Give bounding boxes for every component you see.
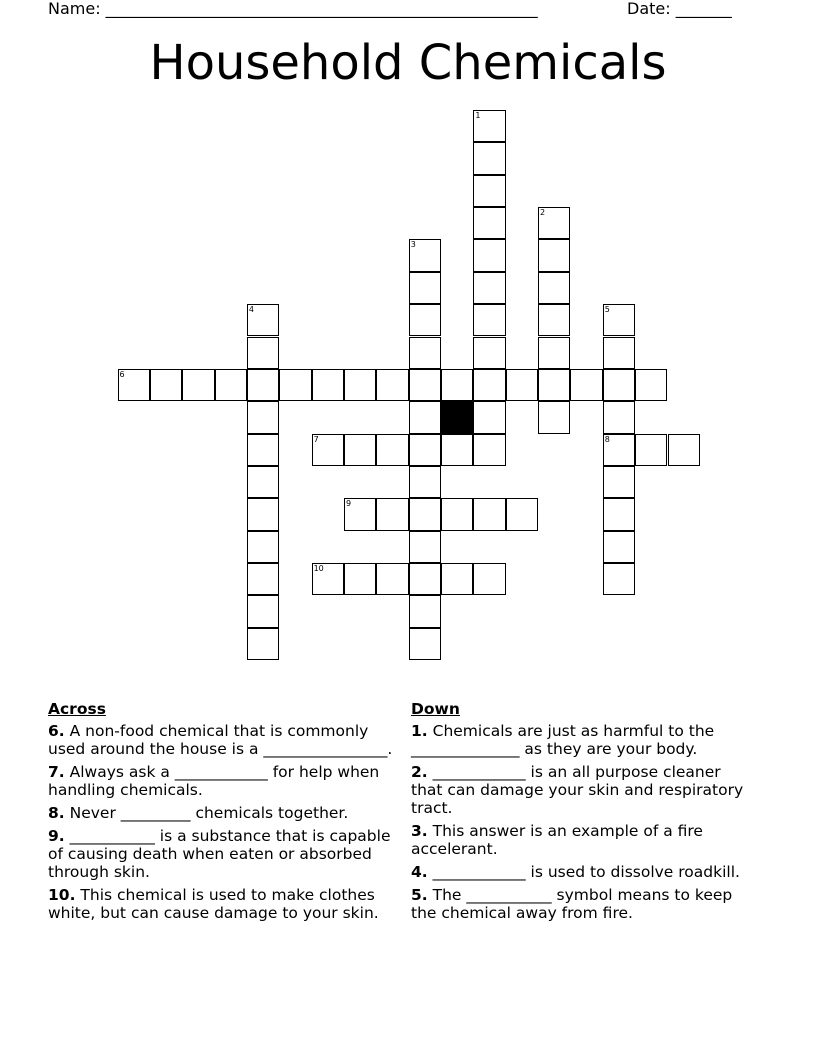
cell-number: 10 [313,563,324,573]
answer-cell[interactable] [668,434,700,466]
answer-cell[interactable] [441,563,473,595]
clue-number: 1. [411,722,428,740]
answer-cell[interactable] [473,175,505,207]
answer-cell[interactable] [635,434,667,466]
across-clue [48,722,400,758]
clue-text: ___________ is a substance that is capable of causing death when eaten or absorbed through skin. [48,827,391,881]
answer-cell[interactable] [473,563,505,595]
clue-number: 7. [48,763,65,781]
answer-cell[interactable] [603,498,635,530]
clue-text: Never _________ chemicals together. [69,804,349,822]
clue-text: The ___________ symbol means to keep the chemical away from fire. [411,886,733,922]
answer-cell[interactable] [376,563,408,595]
answer-cell[interactable] [603,563,635,595]
answer-cell[interactable] [409,369,441,401]
answer-cell[interactable] [409,239,441,271]
cell-number: 7 [313,434,319,444]
answer-cell[interactable] [473,110,505,142]
answer-cell[interactable] [376,369,408,401]
answer-cell[interactable] [473,401,505,433]
cell-number: 5 [604,305,610,315]
across-clue [48,763,400,799]
answer-cell[interactable] [344,369,376,401]
cell-number: 9 [346,499,352,509]
clue-number: 4. [411,863,428,881]
name-field-label: Name: ______________________________________________________ [48,0,538,18]
clue-text: ____________ is used to dissolve roadkill. [432,863,740,881]
clue-number: 2. [411,763,428,781]
answer-cell[interactable] [247,628,279,660]
down-clue [411,886,751,922]
answer-cell[interactable] [603,466,635,498]
answer-cell[interactable] [344,434,376,466]
answer-cell[interactable] [247,498,279,530]
answer-cell[interactable] [473,434,505,466]
across-heading: Across [48,700,106,718]
answer-cell[interactable] [409,563,441,595]
answer-cell[interactable] [473,272,505,304]
answer-cell[interactable] [247,434,279,466]
answer-cell[interactable] [118,369,150,401]
cell-number: 3 [410,240,416,250]
answer-cell[interactable] [473,239,505,271]
answer-cell[interactable] [538,337,570,369]
down-heading: Down [411,700,460,718]
answer-cell[interactable] [441,434,473,466]
answer-cell[interactable] [409,628,441,660]
answer-cell[interactable] [635,369,667,401]
answer-cell[interactable] [570,369,602,401]
answer-cell[interactable] [538,401,570,433]
answer-cell[interactable] [279,369,311,401]
answer-cell[interactable] [506,498,538,530]
answer-cell[interactable] [603,434,635,466]
answer-cell[interactable] [441,498,473,530]
answer-cell[interactable] [603,401,635,433]
down-clue [411,722,751,758]
answer-cell[interactable] [603,304,635,336]
answer-cell[interactable] [215,369,247,401]
clue-text: This answer is an example of a fire accelerant. [411,822,703,858]
clue-number: 9. [48,827,65,845]
answer-cell[interactable] [409,337,441,369]
answer-cell[interactable] [247,595,279,627]
cell-number: 8 [604,434,610,444]
answer-cell[interactable] [344,563,376,595]
black-cell [441,401,473,433]
answer-cell[interactable] [473,369,505,401]
answer-cell[interactable] [603,337,635,369]
answer-cell[interactable] [506,369,538,401]
answer-cell[interactable] [247,369,279,401]
answer-cell[interactable] [247,531,279,563]
answer-cell[interactable] [409,434,441,466]
across-clue [48,827,400,881]
answer-cell[interactable] [538,239,570,271]
across-clue [48,804,400,822]
clue-number: 6. [48,722,65,740]
answer-cell[interactable] [247,466,279,498]
down-clue [411,763,751,817]
answer-cell[interactable] [409,531,441,563]
answer-cell[interactable] [473,337,505,369]
answer-cell[interactable] [441,369,473,401]
answer-cell[interactable] [409,498,441,530]
clue-text: This chemical is used to make clothes white, but can cause damage to your skin. [48,886,379,922]
page-title: Household Chemicals [149,35,667,91]
answer-cell[interactable] [312,434,344,466]
cell-number: 1 [475,111,481,120]
answer-cell[interactable] [247,337,279,369]
answer-cell[interactable] [538,304,570,336]
across-clues [48,700,400,927]
answer-cell[interactable] [182,369,214,401]
across-clue [48,886,400,922]
down-clues [411,700,751,927]
answer-cell[interactable] [376,498,408,530]
down-clue [411,863,751,881]
cell-number: 2 [540,208,546,218]
answer-cell[interactable] [473,304,505,336]
answer-cell[interactable] [409,304,441,336]
answer-cell[interactable] [603,531,635,563]
clue-number: 8. [48,804,65,822]
clue-number: 10. [48,886,76,904]
answer-cell[interactable] [247,563,279,595]
answer-cell[interactable] [312,563,344,595]
clue-text: A non-food chemical that is commonly used around the house is a ________________. [48,722,393,758]
answer-cell[interactable] [538,207,570,239]
answer-cell[interactable] [603,369,635,401]
date-field-label: Date: _______ [627,0,732,18]
clue-text: ____________ is an all purpose cleaner that can damage your skin and respiratory tract. [411,763,744,817]
answer-cell[interactable] [409,272,441,304]
answer-cell[interactable] [538,272,570,304]
clue-number: 3. [411,822,428,840]
answer-cell[interactable] [473,498,505,530]
answer-cell[interactable] [409,595,441,627]
clue-number: 5. [411,886,428,904]
answer-cell[interactable] [409,466,441,498]
down-clue [411,822,751,858]
answer-cell[interactable] [247,401,279,433]
answer-cell[interactable] [409,401,441,433]
answer-cell[interactable] [247,304,279,336]
answer-cell[interactable] [150,369,182,401]
clue-text: Chemicals are just as harmful to the ______________ as they are your body. [411,722,715,758]
cell-number: 4 [248,305,254,315]
cell-number: 6 [119,369,125,379]
answer-cell[interactable] [538,369,570,401]
answer-cell[interactable] [473,207,505,239]
answer-cell[interactable] [312,369,344,401]
clue-text: Always ask a ____________ for help when handling chemicals. [48,763,380,799]
answer-cell[interactable] [344,498,376,530]
answer-cell[interactable] [473,142,505,174]
answer-cell[interactable] [376,434,408,466]
